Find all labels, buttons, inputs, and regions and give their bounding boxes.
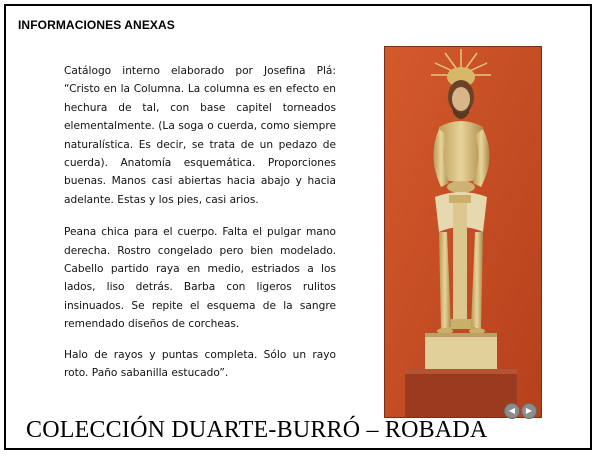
section-title: INFORMACIONES ANEXAS [18,18,175,32]
paragraph-catalog: Catálogo interno elaborado por Josefina Plá: “Cristo en la Columna. La columna es en efecto en hechura de tal, con base capitel torneados elementalmente. (La soga o cuerda, como siempre naturalística. Es decir, se trata de un pedazo de cuerda). Anatomía esquemática. Proporciones buenas. Manos casi abiertas hacia abajo y hacia adelante. Estas y los pies, casi arios. [64,65,336,206]
collection-title: COLECCIÓN DUARTE-BURRÓ – ROBADA [26,417,488,443]
catalog-text [64,62,336,383]
next-glyph: ▶ [525,406,533,415]
paragraph-description: Peana chica para el cuerpo. Falta el pulgar mano derecha. Rostro congelado pero bien modelado. Cabello partido raya en medio, estriados a los lados, liso detrás. Barba con ligeros rulitos insinuados. Se repite el esquema de la sangre remendado diseños de corcheas. [64,226,336,331]
statue-photo [384,46,542,418]
paragraph-halo: Halo de rayos y puntas completa. Sólo un rayo roto. Paño sabanilla estucado”. [64,348,336,380]
prev-glyph: ◀ [508,406,516,415]
statue-illustration [385,47,542,418]
chevron-right-icon[interactable] [521,403,537,419]
slide-frame [4,4,592,450]
chevron-left-icon[interactable] [504,403,520,419]
